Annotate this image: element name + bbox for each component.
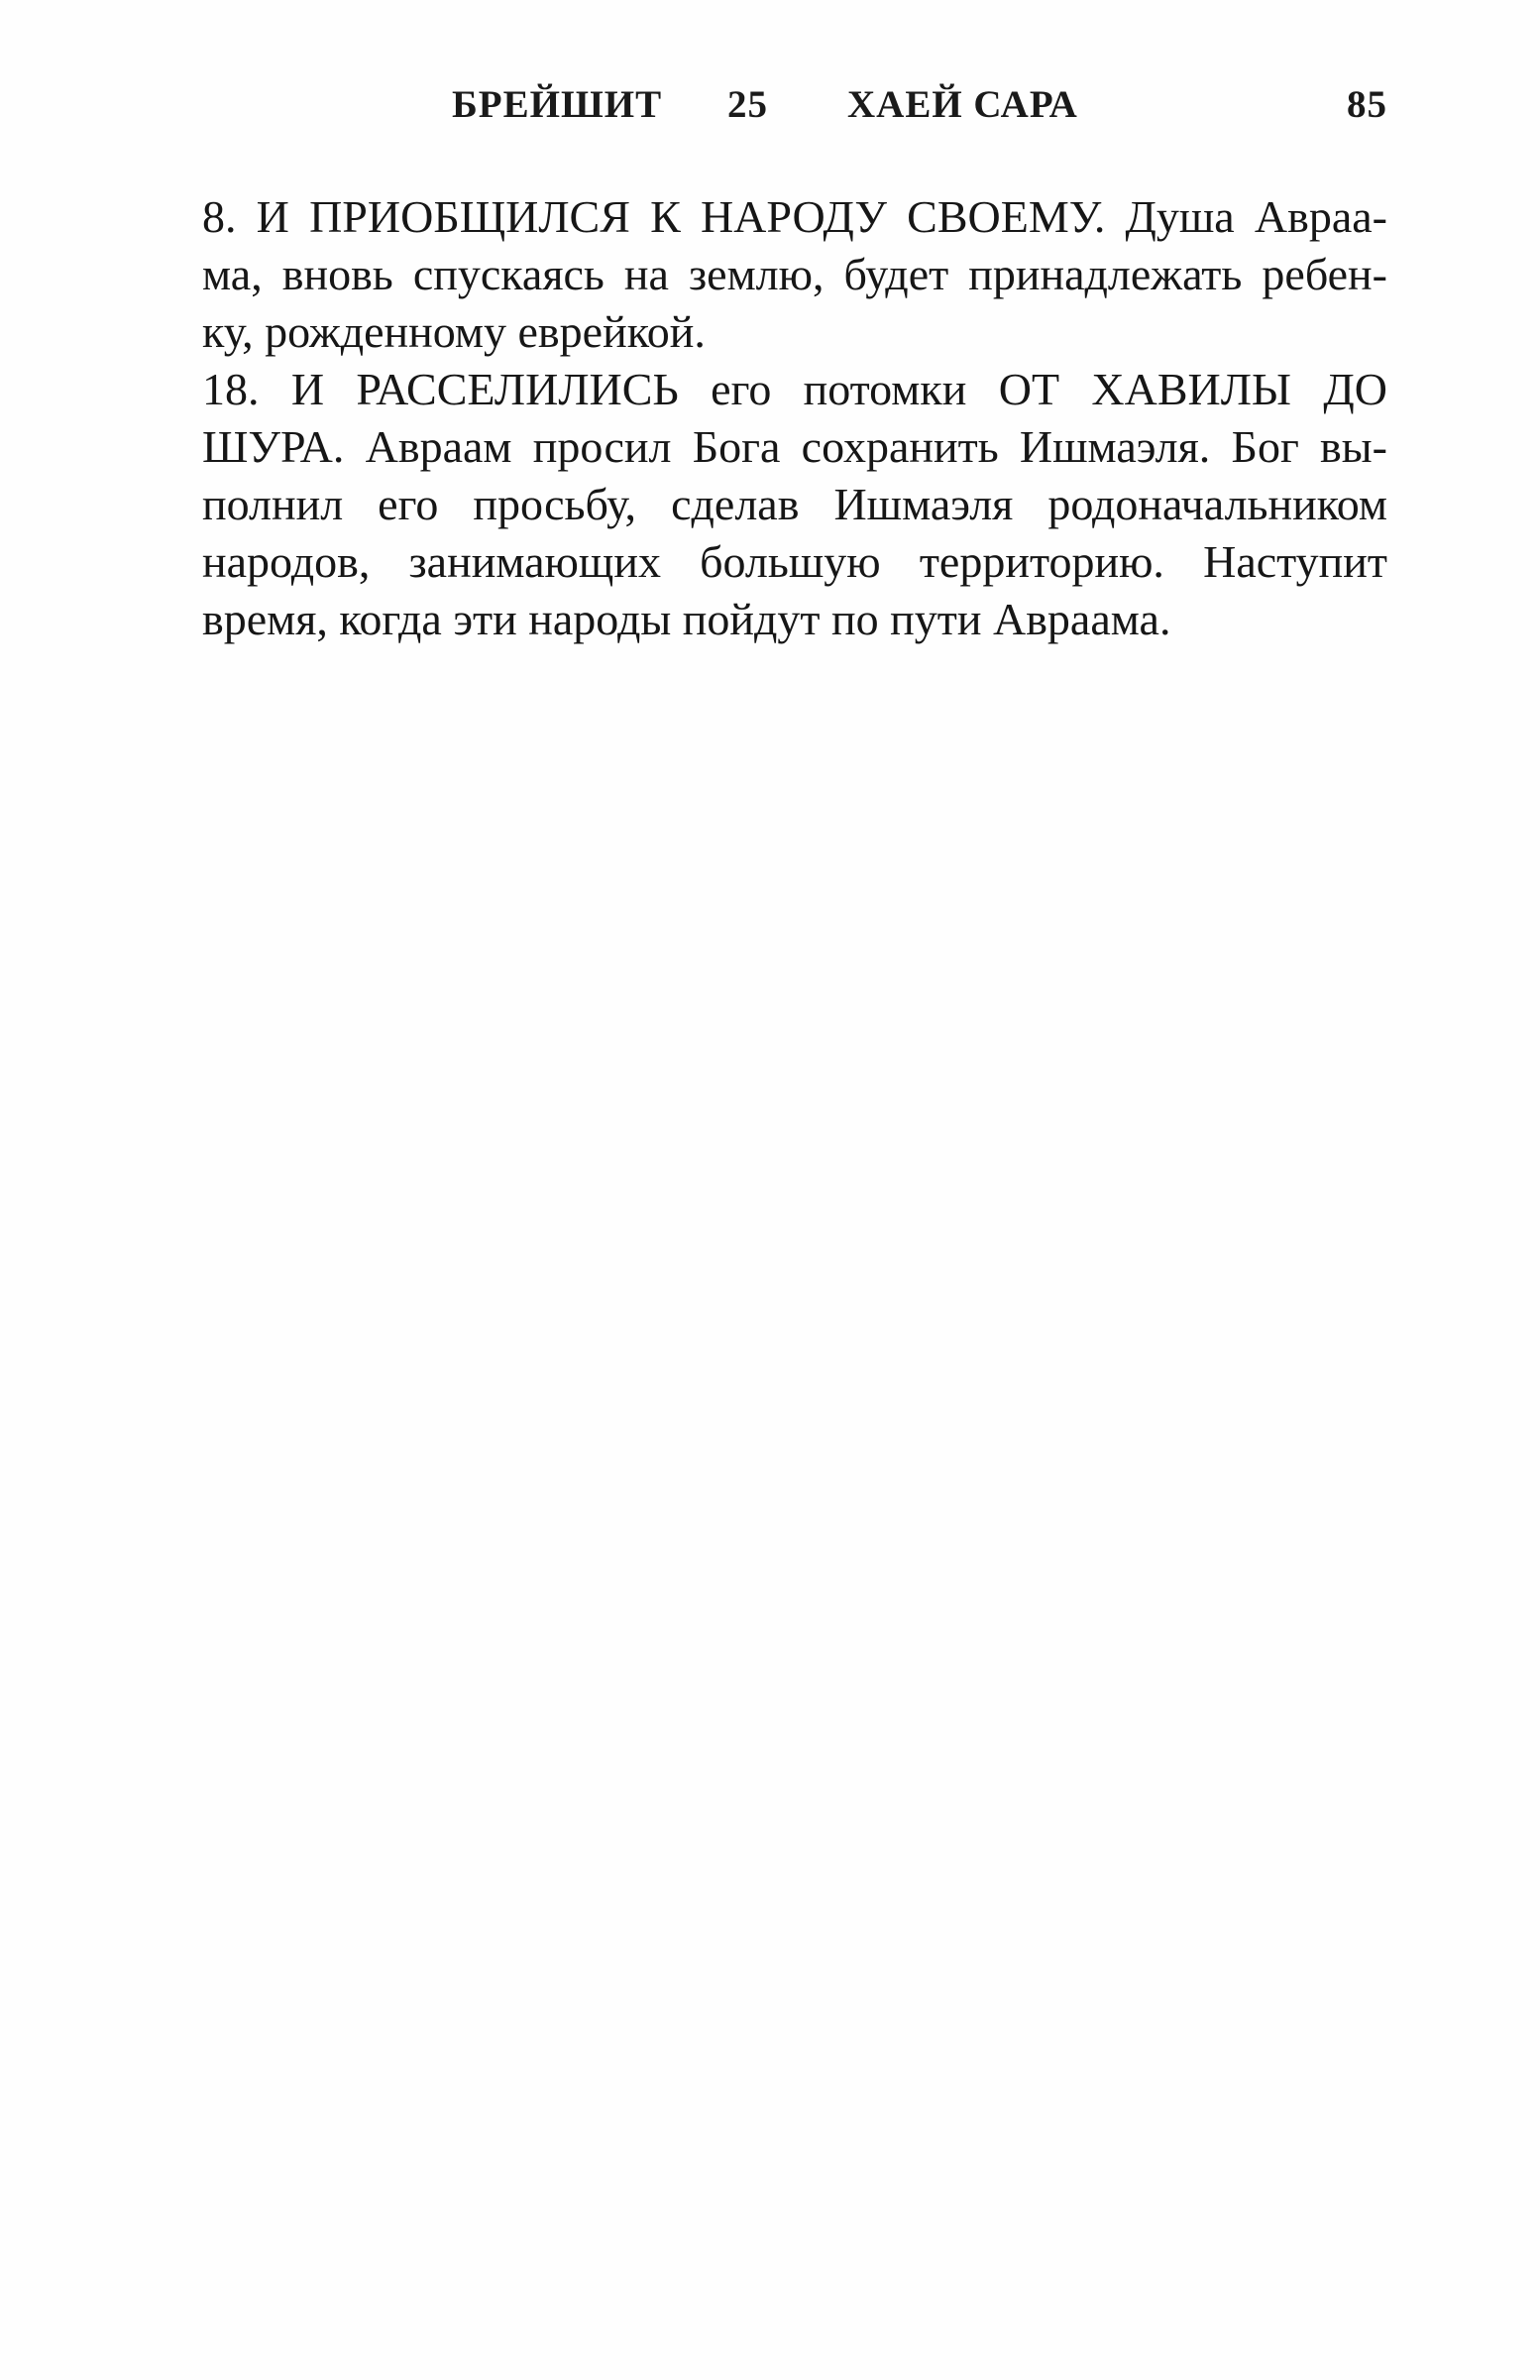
text-line: ку, рожденному еврейкой. bbox=[202, 306, 706, 357]
running-header bbox=[198, 75, 1387, 135]
page-number: 85 bbox=[1347, 83, 1387, 126]
text-line: народов, занимающих большую территорию. Наступит bbox=[202, 536, 1387, 587]
commentary-text bbox=[202, 188, 1387, 648]
text-line: время, когда эти народы пойдут по пути Авраама. bbox=[202, 594, 1171, 644]
paragraph-verse-8 bbox=[202, 188, 1387, 361]
text-line: полнил его просьбу, сделав Ишмаэля родоначальником bbox=[202, 479, 1387, 529]
text-line: 8. И ПРИОБЩИЛСЯ К НАРОДУ СВОЕМУ. Душа Авраа- bbox=[202, 191, 1387, 242]
header-chapter-number: 25 bbox=[727, 83, 768, 126]
header-book-title: БРЕЙШИТ bbox=[452, 83, 663, 126]
text-line: 18. И РАССЕЛИЛИСЬ его потомки ОТ ХАВИЛЫ ДО bbox=[202, 364, 1387, 414]
text-line: ма, вновь спускаясь на землю, будет принадлежать ребен- bbox=[202, 249, 1387, 299]
header-portion-title: ХАЕЙ САРА bbox=[847, 83, 1078, 126]
text-line: ШУРА. Авраам просил Бога сохранить Ишмаэля. Бог вы- bbox=[202, 421, 1387, 472]
paragraph-verse-18 bbox=[202, 361, 1387, 648]
